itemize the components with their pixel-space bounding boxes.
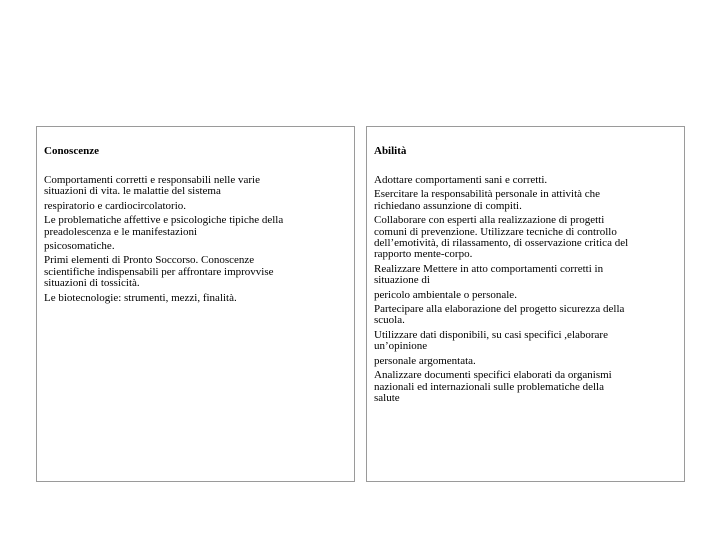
knowledge-line: Le biotecnologie: strumenti, mezzi, finalità. [44,291,237,304]
skills-line: situazione di [374,274,430,287]
knowledge-panel [36,126,355,482]
skills-heading: Abilità [374,145,407,157]
skills-line: Collaborare con esperti alla realizzazione di progetti [374,214,605,227]
knowledge-line: psicosomatiche. [44,240,115,253]
skills-text [374,175,678,404]
skills-line: nazionali ed internazionali sulle problematiche della [374,380,604,393]
skills-line: Realizzare Mettere in atto comportamenti corretti in [374,262,604,275]
skills-line: Partecipare alla elaborazione del progetto sicurezza della [374,303,625,316]
knowledge-line: situazioni di tossicità. [44,277,140,290]
knowledge-line: Primi elementi di Pronto Soccorso. Conoscenze [44,254,255,267]
skills-line: un’opinione [374,340,428,353]
skills-line: personale argomentata. [374,354,476,367]
skills-line: dell’emotività, di rilassamento, di osservazione critica del [374,237,629,250]
skills-line: Esercitare la responsabilità personale in attività che [374,188,601,201]
skills-line: richiedano assunzione di compiti. [374,199,522,212]
skills-line: pericolo ambientale o personale. [374,288,517,301]
skills-line: rapporto mente-corpo. [374,248,473,261]
skills-line: scuola. [374,314,405,327]
knowledge-line: situazioni di vita. le malattie del sistema [44,185,221,198]
knowledge-line: Le problematiche affettive e psicologiche tipiche della [44,214,284,227]
skills-line: salute [374,391,400,404]
knowledge-heading: Conoscenze [44,145,99,157]
knowledge-line: scientifiche indispensabili per affrontare improvvise [44,265,274,278]
skills-line: Utilizzare dati disponibili, su casi specifici ,elaborare [374,328,608,341]
skills-line: Analizzare documenti specifici elaborati da organismi [374,369,612,382]
skills-line: Adottare comportamenti sani e corretti. [374,174,548,186]
knowledge-line: preadolescenza e le manifestazioni [44,225,198,238]
skills-panel [366,126,685,482]
skills-line: comuni di prevenzione. Utilizzare tecniche di controllo [374,225,617,238]
knowledge-line: respiratorio e cardiocircolatorio. [44,199,187,212]
knowledge-text [44,175,348,304]
knowledge-line: Comportamenti corretti e responsabili nelle varie [44,174,260,186]
